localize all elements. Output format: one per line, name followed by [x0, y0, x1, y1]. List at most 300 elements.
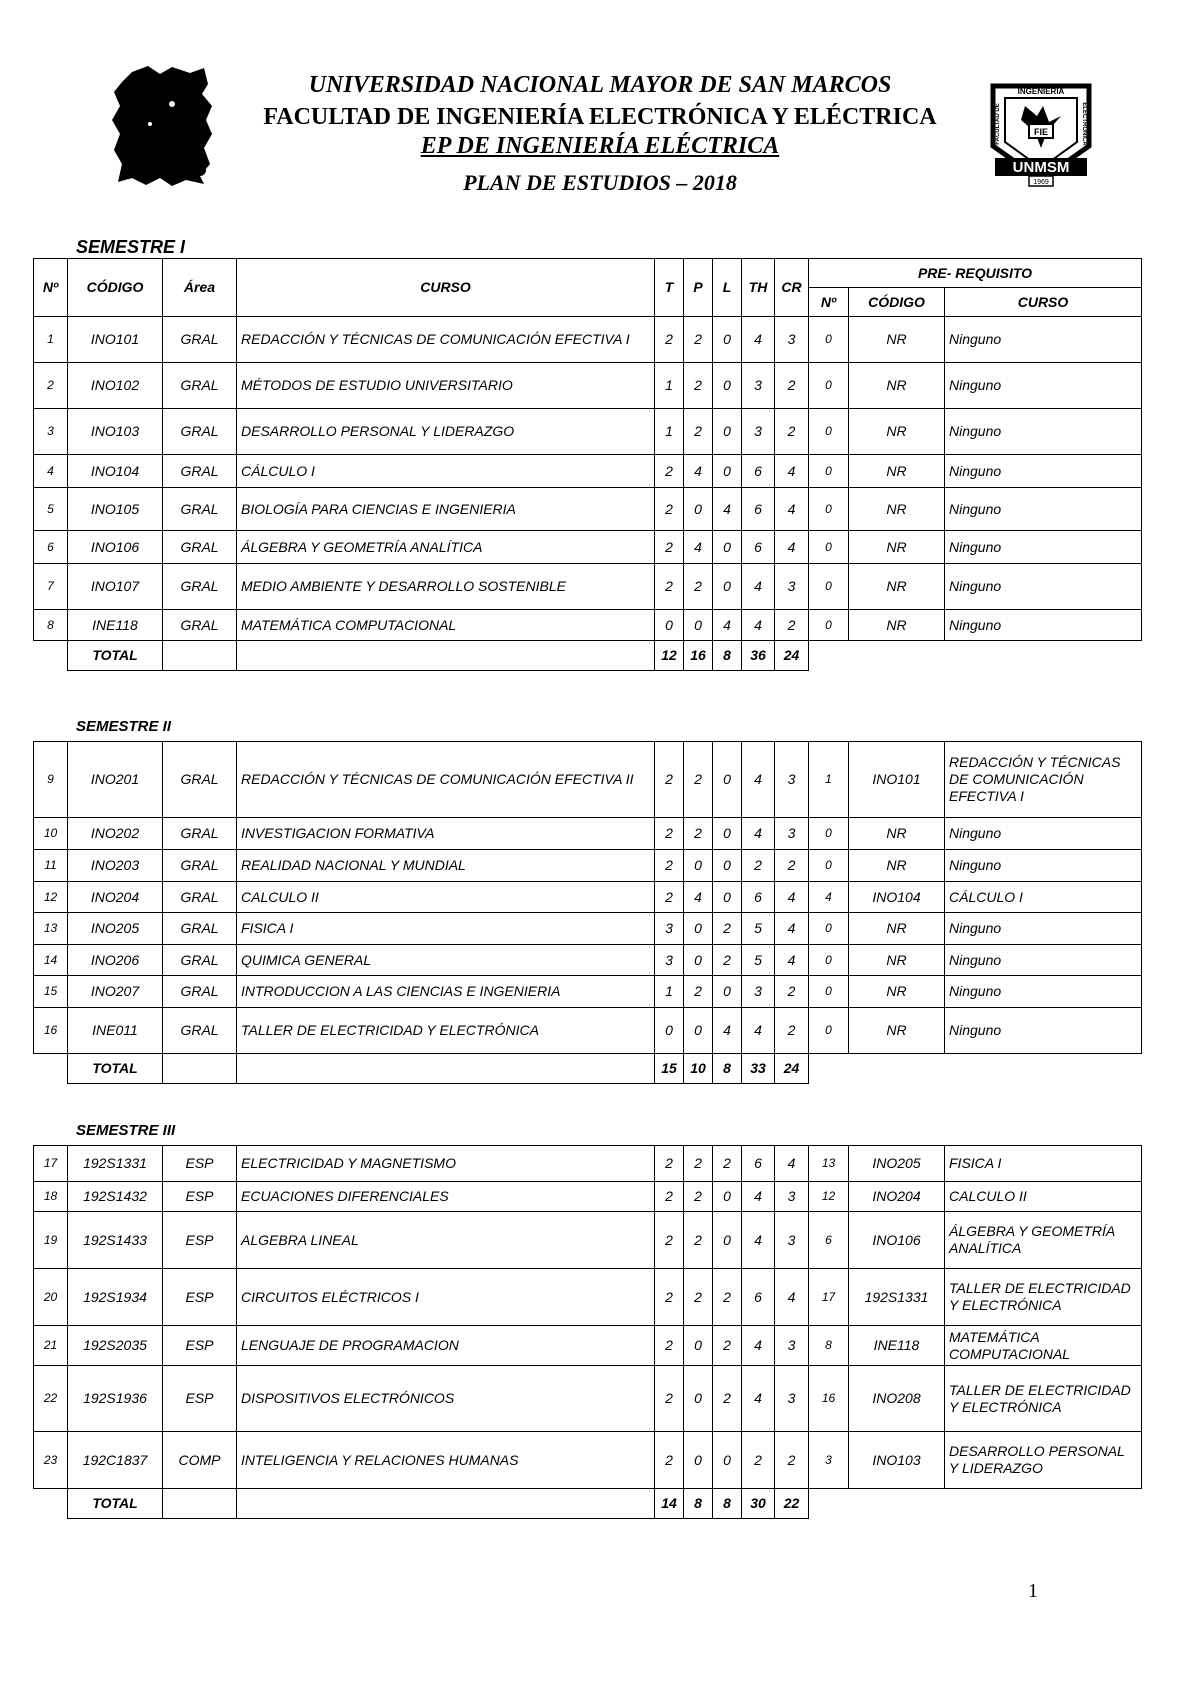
logo-right-text: ELECTRONICA — [1081, 102, 1087, 146]
prereq-course: TALLER DE ELECTRICIDAD Y ELECTRÓNICA — [945, 1366, 1142, 1432]
prereq-number: 17 — [809, 1269, 849, 1326]
total-empty-course — [237, 641, 655, 671]
lab-hours: 0 — [713, 976, 742, 1008]
credits: 3 — [775, 818, 809, 850]
theory-hours: 2 — [655, 882, 684, 913]
total-l: 8 — [713, 1489, 742, 1519]
prereq-code: NR — [849, 455, 945, 488]
course-row — [34, 531, 1142, 564]
row-number: 16 — [34, 1008, 68, 1054]
total-cr: 22 — [775, 1489, 809, 1519]
semester-2-title: SEMESTRE II — [76, 718, 172, 735]
course-name: BIOLOGÍA PARA CIENCIAS E INGENIERIA — [237, 488, 655, 531]
course-area: GRAL — [163, 882, 237, 913]
lab-hours: 0 — [713, 1212, 742, 1269]
theory-hours: 1 — [655, 976, 684, 1008]
practice-hours: 2 — [684, 1269, 713, 1326]
prereq-course: Ninguno — [945, 850, 1142, 882]
row-number: 1 — [34, 317, 68, 363]
col-header-l: L — [713, 259, 742, 317]
course-code: 192S1433 — [68, 1212, 163, 1269]
credits: 4 — [775, 531, 809, 564]
course-area: GRAL — [163, 363, 237, 409]
practice-hours: 0 — [684, 913, 713, 945]
practice-hours: 0 — [684, 1326, 713, 1366]
row-number: 22 — [34, 1366, 68, 1432]
prereq-code: INO205 — [849, 1146, 945, 1182]
total-blank-cell — [34, 1489, 68, 1519]
course-code: INO201 — [68, 742, 163, 818]
prereq-code: NR — [849, 913, 945, 945]
total-th: 36 — [742, 641, 775, 671]
course-area: ESP — [163, 1212, 237, 1269]
prereq-course: Ninguno — [945, 531, 1142, 564]
credits: 3 — [775, 1366, 809, 1432]
prereq-course: DESARROLLO PERSONAL Y LIDERAZGO — [945, 1432, 1142, 1489]
row-number: 18 — [34, 1182, 68, 1212]
logo-left-text: FACULTAD DE — [995, 103, 1001, 145]
prereq-course: TALLER DE ELECTRICIDAD Y ELECTRÓNICA — [945, 1269, 1142, 1326]
total-hours: 5 — [742, 945, 775, 976]
col-header-prereq-course: CURSO — [945, 288, 1142, 317]
course-name: REDACCIÓN Y TÉCNICAS DE COMUNICACIÓN EFECTIVA I — [237, 317, 655, 363]
practice-hours: 2 — [684, 976, 713, 1008]
prereq-number: 4 — [809, 882, 849, 913]
theory-hours: 2 — [655, 742, 684, 818]
prereq-number: 0 — [809, 945, 849, 976]
logo-unmsm-text: UNMSM — [1012, 159, 1070, 176]
credits: 4 — [775, 488, 809, 531]
prereq-course: Ninguno — [945, 488, 1142, 531]
course-code: INO205 — [68, 913, 163, 945]
total-l: 8 — [713, 1054, 742, 1084]
prereq-code: INO101 — [849, 742, 945, 818]
credits: 2 — [775, 850, 809, 882]
course-name: ECUACIONES DIFERENCIALES — [237, 1182, 655, 1212]
prereq-number: 12 — [809, 1182, 849, 1212]
prereq-number: 0 — [809, 409, 849, 455]
course-code: 192C1837 — [68, 1432, 163, 1489]
course-name: DESARROLLO PERSONAL Y LIDERAZGO — [237, 409, 655, 455]
row-number: 21 — [34, 1326, 68, 1366]
row-number: 23 — [34, 1432, 68, 1489]
prereq-code: INE118 — [849, 1326, 945, 1366]
total-blank-cell — [34, 1054, 68, 1084]
course-code: INO102 — [68, 363, 163, 409]
course-row — [34, 455, 1142, 488]
course-name: ÁLGEBRA Y GEOMETRÍA ANALÍTICA — [237, 531, 655, 564]
lab-hours: 2 — [713, 1269, 742, 1326]
lab-hours: 2 — [713, 1326, 742, 1366]
course-code: INO103 — [68, 409, 163, 455]
practice-hours: 0 — [684, 610, 713, 641]
course-area: GRAL — [163, 317, 237, 363]
course-name: TALLER DE ELECTRICIDAD Y ELECTRÓNICA — [237, 1008, 655, 1054]
prereq-number: 13 — [809, 1146, 849, 1182]
practice-hours: 2 — [684, 1212, 713, 1269]
col-header-th: TH — [742, 259, 775, 317]
prereq-course: Ninguno — [945, 976, 1142, 1008]
prereq-code: NR — [849, 945, 945, 976]
course-row — [34, 882, 1142, 913]
credits: 4 — [775, 1269, 809, 1326]
prereq-course: Ninguno — [945, 610, 1142, 641]
page-number: 1 — [1028, 1580, 1038, 1602]
total-hours: 2 — [742, 850, 775, 882]
lab-hours: 4 — [713, 610, 742, 641]
course-name: DISPOSITIVOS ELECTRÓNICOS — [237, 1366, 655, 1432]
total-hours: 3 — [742, 363, 775, 409]
course-code: INE011 — [68, 1008, 163, 1054]
prereq-code: NR — [849, 850, 945, 882]
total-hours: 4 — [742, 610, 775, 641]
prereq-code: INO103 — [849, 1432, 945, 1489]
theory-hours: 2 — [655, 1212, 684, 1269]
total-hours: 4 — [742, 1366, 775, 1432]
course-code: 192S1936 — [68, 1366, 163, 1432]
lab-hours: 0 — [713, 850, 742, 882]
row-number: 2 — [34, 363, 68, 409]
total-l: 8 — [713, 641, 742, 671]
lab-hours: 2 — [713, 945, 742, 976]
course-area: GRAL — [163, 850, 237, 882]
course-row — [34, 1146, 1142, 1182]
course-code: 192S1432 — [68, 1182, 163, 1212]
course-code: 192S1331 — [68, 1146, 163, 1182]
total-hours: 5 — [742, 913, 775, 945]
col-header-area: Área — [163, 259, 237, 317]
course-name: ELECTRICIDAD Y MAGNETISMO — [237, 1146, 655, 1182]
prereq-course: MATEMÁTICA COMPUTACIONAL — [945, 1326, 1142, 1366]
prereq-number: 3 — [809, 1432, 849, 1489]
row-number: 15 — [34, 976, 68, 1008]
prereq-number: 0 — [809, 1008, 849, 1054]
total-hours: 6 — [742, 488, 775, 531]
row-number: 5 — [34, 488, 68, 531]
course-row — [34, 850, 1142, 882]
lab-hours: 0 — [713, 409, 742, 455]
course-area: GRAL — [163, 913, 237, 945]
prereq-number: 16 — [809, 1366, 849, 1432]
practice-hours: 0 — [684, 488, 713, 531]
total-hours: 6 — [742, 1146, 775, 1182]
total-hours: 4 — [742, 317, 775, 363]
course-area: GRAL — [163, 455, 237, 488]
prereq-code: NR — [849, 818, 945, 850]
course-area: GRAL — [163, 531, 237, 564]
total-hours: 4 — [742, 818, 775, 850]
fie-mark: FIE — [1033, 127, 1049, 137]
theory-hours: 2 — [655, 1146, 684, 1182]
practice-hours: 2 — [684, 363, 713, 409]
total-hours: 3 — [742, 976, 775, 1008]
theory-hours: 0 — [655, 1008, 684, 1054]
credits: 2 — [775, 1008, 809, 1054]
lab-hours: 0 — [713, 455, 742, 488]
total-empty-area — [163, 1489, 237, 1519]
practice-hours: 2 — [684, 818, 713, 850]
prereq-number: 0 — [809, 363, 849, 409]
course-code: 192S2035 — [68, 1326, 163, 1366]
course-area: ESP — [163, 1326, 237, 1366]
course-row — [34, 976, 1142, 1008]
total-t: 14 — [655, 1489, 684, 1519]
row-number: 3 — [34, 409, 68, 455]
course-name: INTELIGENCIA Y RELACIONES HUMANAS — [237, 1432, 655, 1489]
prereq-course: Ninguno — [945, 913, 1142, 945]
prereq-code: INO208 — [849, 1366, 945, 1432]
lab-hours: 4 — [713, 488, 742, 531]
course-name: CÁLCULO I — [237, 455, 655, 488]
lab-hours: 0 — [713, 818, 742, 850]
course-area: ESP — [163, 1366, 237, 1432]
total-hours: 4 — [742, 1008, 775, 1054]
theory-hours: 2 — [655, 531, 684, 564]
logo-top-text: INGENIERIA — [1017, 87, 1065, 96]
practice-hours: 0 — [684, 1366, 713, 1432]
prereq-number: 0 — [809, 531, 849, 564]
course-name: ALGEBRA LINEAL — [237, 1212, 655, 1269]
logo-year-text: 1969 — [1033, 179, 1049, 186]
prereq-code: NR — [849, 488, 945, 531]
lab-hours: 0 — [713, 742, 742, 818]
credits: 2 — [775, 363, 809, 409]
practice-hours: 0 — [684, 850, 713, 882]
prereq-code: NR — [849, 317, 945, 363]
credits: 4 — [775, 455, 809, 488]
course-row — [34, 1212, 1142, 1269]
course-row — [34, 317, 1142, 363]
prereq-course: Ninguno — [945, 363, 1142, 409]
practice-hours: 2 — [684, 742, 713, 818]
row-number: 8 — [34, 610, 68, 641]
course-area: GRAL — [163, 976, 237, 1008]
row-number: 19 — [34, 1212, 68, 1269]
lab-hours: 0 — [713, 1432, 742, 1489]
course-area: GRAL — [163, 742, 237, 818]
total-row — [34, 1489, 1142, 1519]
theory-hours: 2 — [655, 564, 684, 610]
lab-hours: 0 — [713, 882, 742, 913]
prereq-code: 192S1331 — [849, 1269, 945, 1326]
col-header-t: T — [655, 259, 684, 317]
col-header-p: P — [684, 259, 713, 317]
theory-hours: 2 — [655, 850, 684, 882]
row-number: 10 — [34, 818, 68, 850]
course-area: GRAL — [163, 1008, 237, 1054]
course-name: REALIDAD NACIONAL Y MUNDIAL — [237, 850, 655, 882]
lab-hours: 0 — [713, 317, 742, 363]
prereq-code: NR — [849, 363, 945, 409]
lab-hours: 2 — [713, 913, 742, 945]
prereq-course: FISICA I — [945, 1146, 1142, 1182]
course-row — [34, 1269, 1142, 1326]
prereq-number: 0 — [809, 317, 849, 363]
total-hours: 4 — [742, 742, 775, 818]
course-row — [34, 363, 1142, 409]
practice-hours: 0 — [684, 1008, 713, 1054]
col-header-code: CÓDIGO — [68, 259, 163, 317]
theory-hours: 2 — [655, 1182, 684, 1212]
prereq-course: CALCULO II — [945, 1182, 1142, 1212]
credits: 2 — [775, 409, 809, 455]
prereq-code: NR — [849, 409, 945, 455]
row-number: 6 — [34, 531, 68, 564]
prereq-code: NR — [849, 531, 945, 564]
col-header-prerequisite: PRE- REQUISITO — [809, 259, 1142, 288]
total-empty-area — [163, 1054, 237, 1084]
row-number: 11 — [34, 850, 68, 882]
theory-hours: 2 — [655, 818, 684, 850]
course-area: GRAL — [163, 610, 237, 641]
col-header-prereq-number: Nº — [809, 288, 849, 317]
total-hours: 4 — [742, 1212, 775, 1269]
course-code: INO203 — [68, 850, 163, 882]
prereq-number: 0 — [809, 850, 849, 882]
total-label: TOTAL — [68, 641, 163, 671]
course-row — [34, 1432, 1142, 1489]
course-code: INO204 — [68, 882, 163, 913]
col-header-prereq-code: CÓDIGO — [849, 288, 945, 317]
total-hours: 2 — [742, 1432, 775, 1489]
credits: 3 — [775, 742, 809, 818]
semester-1-title: SEMESTRE I — [76, 237, 186, 257]
prereq-code: NR — [849, 610, 945, 641]
course-code: INO206 — [68, 945, 163, 976]
credits: 4 — [775, 882, 809, 913]
practice-hours: 4 — [684, 531, 713, 564]
course-code: INO207 — [68, 976, 163, 1008]
total-th: 33 — [742, 1054, 775, 1084]
total-hours: 4 — [742, 564, 775, 610]
credits: 2 — [775, 610, 809, 641]
prereq-course: Ninguno — [945, 818, 1142, 850]
total-blank-cell — [34, 641, 68, 671]
course-row — [34, 564, 1142, 610]
prereq-code: INO204 — [849, 1182, 945, 1212]
row-number: 9 — [34, 742, 68, 818]
course-area: GRAL — [163, 818, 237, 850]
course-name: CALCULO II — [237, 882, 655, 913]
total-t: 12 — [655, 641, 684, 671]
course-code: INO105 — [68, 488, 163, 531]
total-cr: 24 — [775, 1054, 809, 1084]
row-number: 13 — [34, 913, 68, 945]
theory-hours: 3 — [655, 945, 684, 976]
credits: 3 — [775, 317, 809, 363]
practice-hours: 2 — [684, 1146, 713, 1182]
course-code: INO106 — [68, 531, 163, 564]
credits: 2 — [775, 976, 809, 1008]
prereq-number: 1 — [809, 742, 849, 818]
course-row — [34, 1366, 1142, 1432]
row-number: 12 — [34, 882, 68, 913]
total-p: 16 — [684, 641, 713, 671]
lab-hours: 0 — [713, 564, 742, 610]
prereq-course: Ninguno — [945, 409, 1142, 455]
row-number: 14 — [34, 945, 68, 976]
total-blank-prereq — [809, 1054, 1142, 1084]
course-code: INO202 — [68, 818, 163, 850]
practice-hours: 2 — [684, 564, 713, 610]
prereq-course: REDACCIÓN Y TÉCNICAS DE COMUNICACIÓN EFECTIVA I — [945, 742, 1142, 818]
credits: 3 — [775, 1212, 809, 1269]
lab-hours: 2 — [713, 1146, 742, 1182]
semester-3-title: SEMESTRE III — [76, 1122, 176, 1139]
header-row — [34, 259, 1142, 288]
prereq-code: INO106 — [849, 1212, 945, 1269]
total-hours: 4 — [742, 1182, 775, 1212]
course-code: INO104 — [68, 455, 163, 488]
course-code: 192S1934 — [68, 1269, 163, 1326]
course-area: ESP — [163, 1269, 237, 1326]
theory-hours: 1 — [655, 363, 684, 409]
credits: 3 — [775, 1326, 809, 1366]
plan-title: PLAN DE ESTUDIOS – 2018 — [463, 170, 737, 195]
total-p: 8 — [684, 1489, 713, 1519]
prereq-code: NR — [849, 976, 945, 1008]
lab-hours: 2 — [713, 1366, 742, 1432]
course-row — [34, 1008, 1142, 1054]
col-header-number: Nº — [34, 259, 68, 317]
course-name: LENGUAJE DE PROGRAMACION — [237, 1326, 655, 1366]
practice-hours: 0 — [684, 945, 713, 976]
col-header-course: CURSO — [237, 259, 655, 317]
practice-hours: 2 — [684, 1182, 713, 1212]
semester-3-table — [33, 1145, 1142, 1519]
row-number: 4 — [34, 455, 68, 488]
theory-hours: 2 — [655, 1432, 684, 1489]
course-name: FISICA I — [237, 913, 655, 945]
credits: 2 — [775, 1432, 809, 1489]
total-t: 15 — [655, 1054, 684, 1084]
row-number: 17 — [34, 1146, 68, 1182]
total-blank-prereq — [809, 641, 1142, 671]
course-area: GRAL — [163, 564, 237, 610]
prereq-code: INO104 — [849, 882, 945, 913]
total-label: TOTAL — [68, 1489, 163, 1519]
total-hours: 6 — [742, 455, 775, 488]
credits: 4 — [775, 945, 809, 976]
row-number: 20 — [34, 1269, 68, 1326]
total-hours: 3 — [742, 409, 775, 455]
prereq-number: 6 — [809, 1212, 849, 1269]
prereq-number: 0 — [809, 818, 849, 850]
course-area: ESP — [163, 1182, 237, 1212]
theory-hours: 2 — [655, 1366, 684, 1432]
prereq-course: CÁLCULO I — [945, 882, 1142, 913]
prereq-code: NR — [849, 564, 945, 610]
theory-hours: 0 — [655, 610, 684, 641]
faculty-name: FACULTAD DE INGENIERÍA ELECTRÓNICA Y ELÉCTRICA — [263, 104, 937, 130]
prereq-number: 0 — [809, 913, 849, 945]
course-row — [34, 409, 1142, 455]
credits: 3 — [775, 564, 809, 610]
total-empty-course — [237, 1054, 655, 1084]
course-code: INO101 — [68, 317, 163, 363]
theory-hours: 2 — [655, 455, 684, 488]
lab-hours: 0 — [713, 363, 742, 409]
prereq-course: ÁLGEBRA Y GEOMETRÍA ANALÍTICA — [945, 1212, 1142, 1269]
course-name: INVESTIGACION FORMATIVA — [237, 818, 655, 850]
col-header-cr: CR — [775, 259, 809, 317]
prereq-number: 0 — [809, 455, 849, 488]
course-area: GRAL — [163, 488, 237, 531]
prereq-number: 8 — [809, 1326, 849, 1366]
course-name: MÉTODOS DE ESTUDIO UNIVERSITARIO — [237, 363, 655, 409]
total-row — [34, 641, 1142, 671]
total-hours: 6 — [742, 882, 775, 913]
